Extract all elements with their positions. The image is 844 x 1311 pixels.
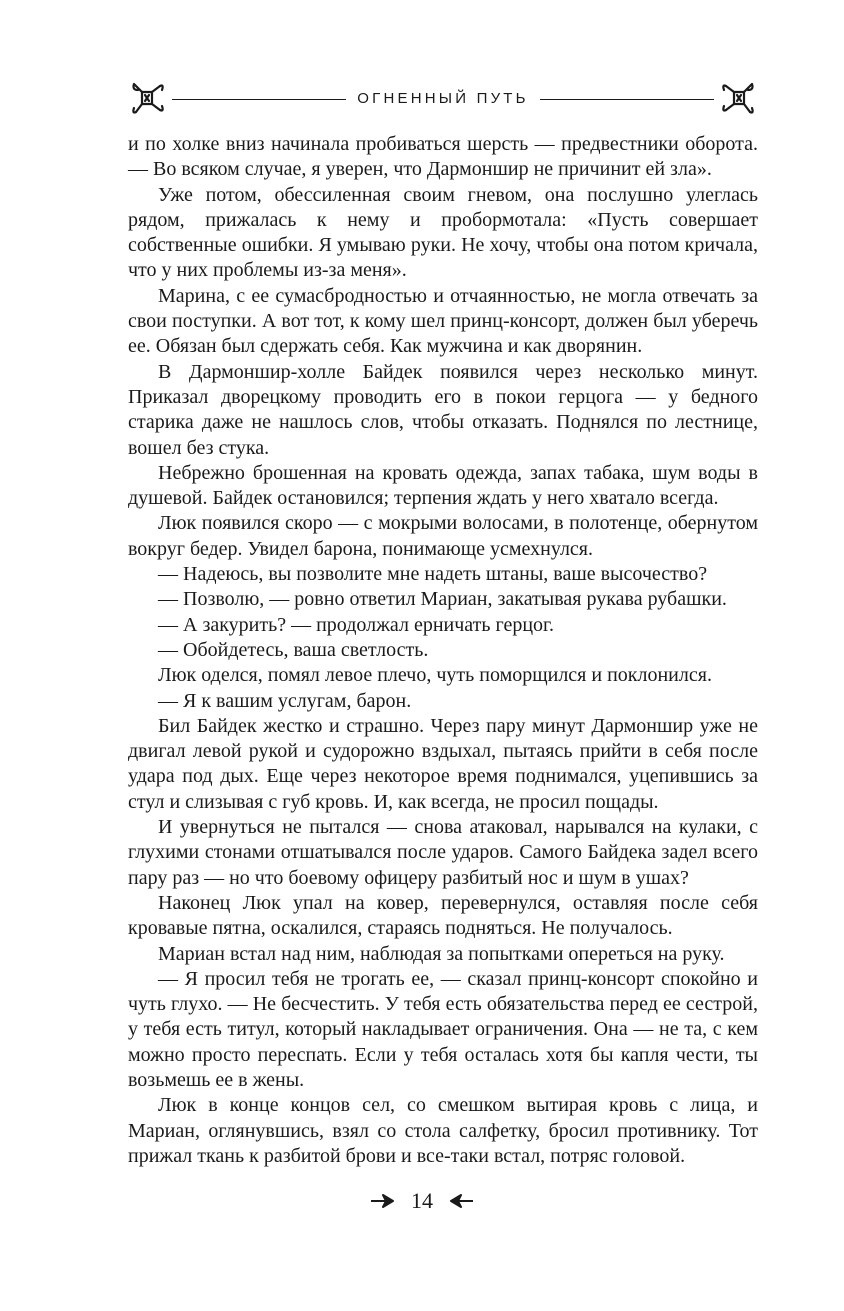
page-number: 14 xyxy=(411,1188,433,1213)
paragraph: Небрежно брошенная на кровать одежда, запах табака, шум воды в душевой. Байдек остановился; терпения ждать у него хватало всегда. xyxy=(128,461,758,510)
paragraph: Бил Байдек жестко и страшно. Через пару минут Дармоншир уже не двигал левой рукой и судорожно вздыхал, пытаясь прийти в себя после удара под дых. Еще через некоторое время поднимался, уцепившись за стул и слизывая с губ кровь. И, как всегда, не просил пощады. xyxy=(128,714,758,813)
header-rule-right xyxy=(540,99,714,100)
dialogue-line: — Я просил тебя не трогать ее, — сказал принц-консорт спокойно и чуть глухо. — Не бесчестить. У тебя есть обязательства перед ее сестрой, у тебя есть титул, который накладывает ограничения. Она — не та, с кем можно просто переспать. Если у тебя осталась хотя бы капля чести, ты возьмешь ее в жены. xyxy=(128,967,758,1091)
paragraph: Марина, с ее сумасбродностью и отчаянностью, не могла отвечать за свои поступки. А вот тот, к кому шел принц-консорт, должен был уберечь ее. Обязан был сдержать себя. Как мужчина и как дворянин. xyxy=(128,284,758,358)
running-title: ОГНЕННЫЙ ПУТЬ xyxy=(357,90,529,107)
paragraph: Уже потом, обессиленная своим гневом, она послушно улеглась рядом, прижалась к нему и пробормотала: «Пусть совершает собственные ошибки. Я умываю руки. Не хочу, чтобы она потом кричала, что у них проблемы из-за меня». xyxy=(128,183,758,282)
paragraph: Люк оделся, помял левое плечо, чуть поморщился и поклонился. xyxy=(158,664,712,687)
dialogue-line: — Позволю, — ровно ответил Мариан, закатывая рукава рубашки. xyxy=(158,588,727,611)
paragraph: Мариан встал над ним, наблюдая за попытками опереться на руку. xyxy=(158,942,725,965)
ornament-right-icon xyxy=(720,80,758,116)
dialogue-line: — Обойдетесь, ваша светлость. xyxy=(158,638,429,661)
dialogue-line: — А закурить? — продолжал ерничать герцог. xyxy=(158,613,554,636)
body-text xyxy=(128,132,758,1169)
paragraph: В Дармоншир-холле Байдек появился через несколько минут. Приказал дворецкому проводить его в покои герцога — у бедного старика даже не нашлось слов, чтобы отказать. Поднялся по лестнице, вошел без стука. xyxy=(128,360,758,459)
dialogue-line: — Надеюсь, вы позволите мне надеть штаны, ваше высочество? xyxy=(158,563,708,586)
dialogue-line: — Я к вашим услугам, барон. xyxy=(158,689,412,712)
paragraph: Люк появился скоро — с мокрыми волосами, в полотенце, обернутом вокруг бедер. Увидел барона, понимающе усмехнулся. xyxy=(128,512,758,560)
paragraph: Наконец Люк упал на ковер, перевернулся, оставляя после себя кровавые пятна, оскалился, стараясь подняться. Не получалось. xyxy=(128,891,758,940)
page-footer xyxy=(0,1188,844,1218)
arrow-left-ornament-icon xyxy=(443,1194,473,1208)
arrow-right-ornament-icon xyxy=(371,1194,401,1208)
paragraph-continuation: и по холке вниз начинала пробиваться шерсть — предвестники оборота. — Во всяком случае, я уверен, что Дармоншир не причинит ей зла». xyxy=(128,133,758,181)
running-header xyxy=(128,80,758,116)
paragraph: И увернуться не пытался — снова атаковал, нарывался на кулаки, с глухими стонами отшатывался после ударов. Самого Байдека задел всего пару раз — но что боевому офицеру разбитый нос и шум в ушах? xyxy=(128,816,758,889)
paragraph: Люк в конце концов сел, со смешком вытирая кровь с лица, и Мариан, оглянувшись, взял со стола салфетку, бросил противнику. Тот прижал ткань к разбитой брови и все-таки встал, потряс головой. xyxy=(128,1094,758,1167)
